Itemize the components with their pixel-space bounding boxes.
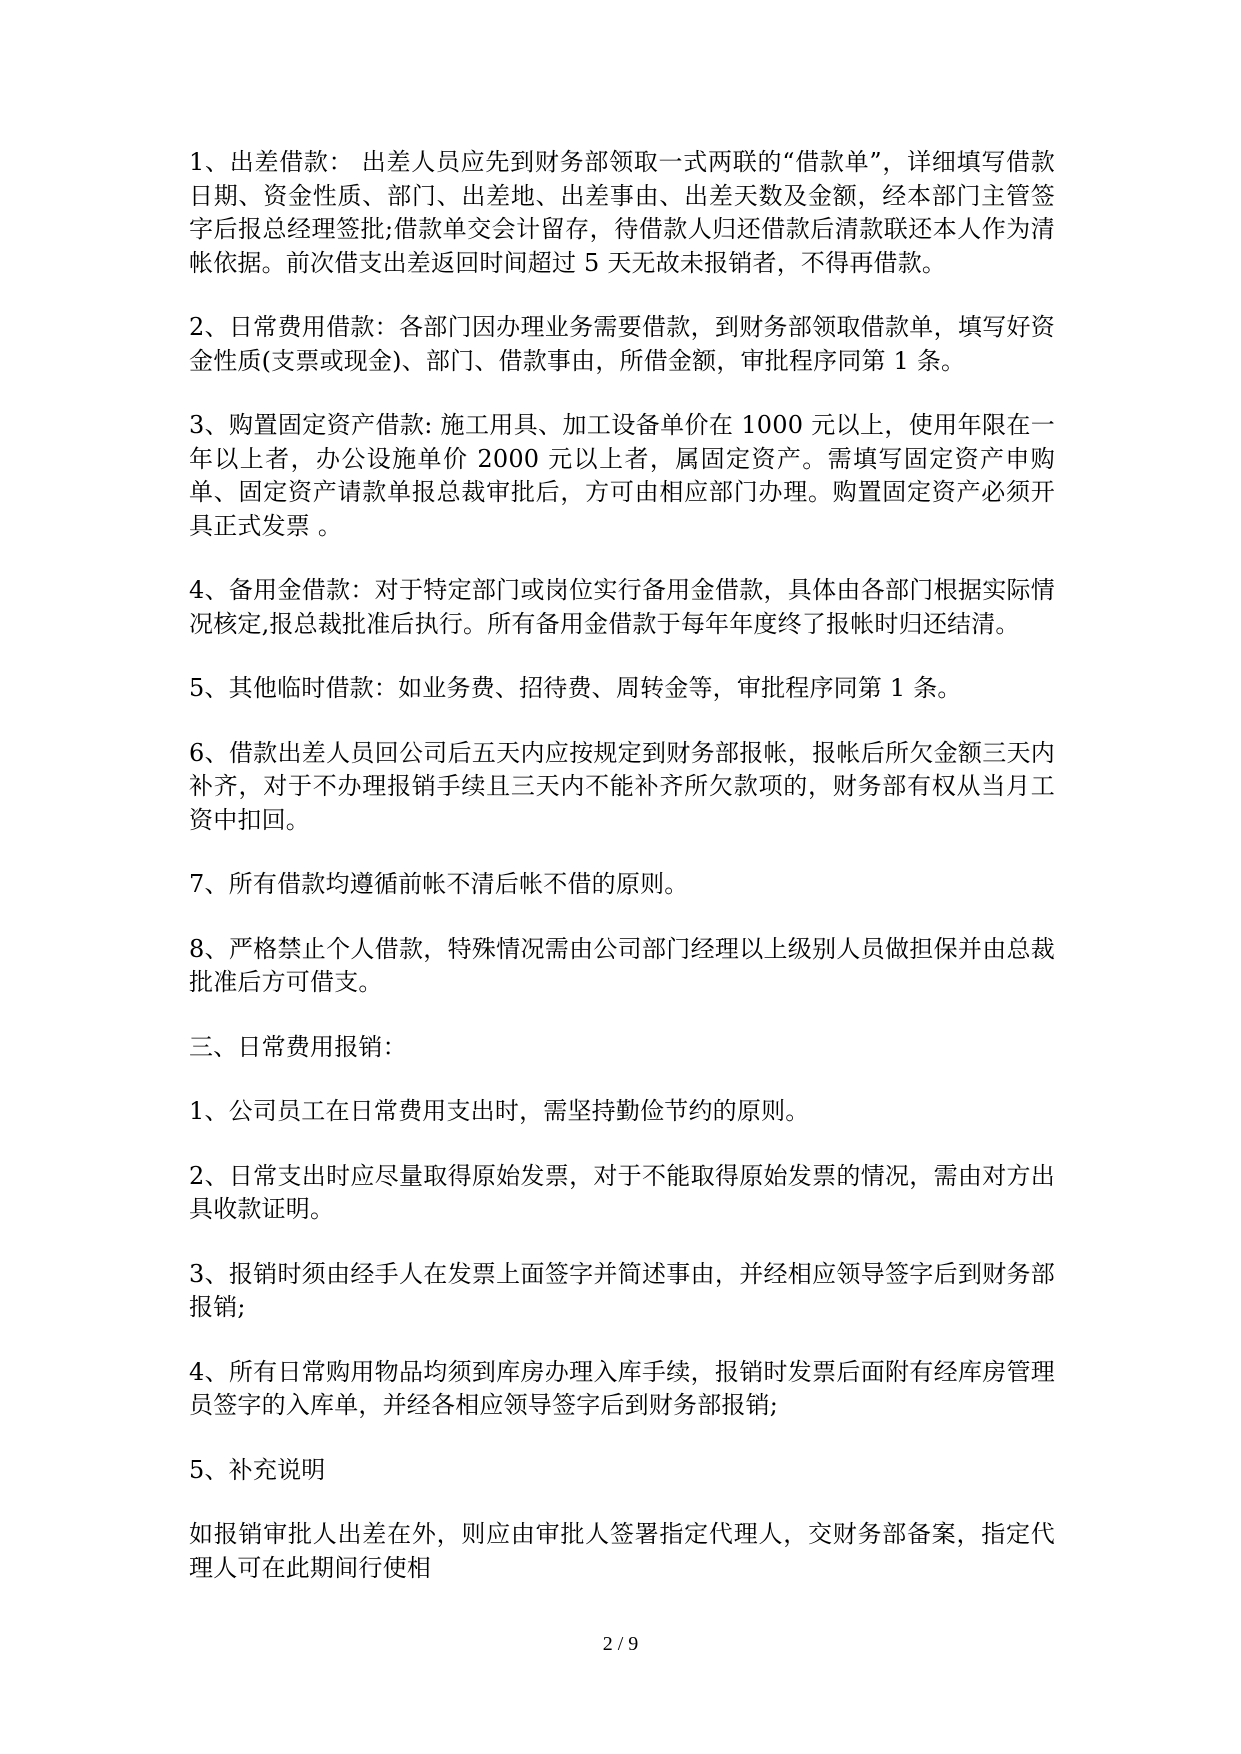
paragraph-proxy-approval: 如报销审批人出差在外，则应由审批人签署指定代理人，交财务部备案，指定代理人可在此期间行使相 bbox=[189, 1520, 1055, 1582]
paragraph-frugality: 1、公司员工在日常费用支出时，需坚持勤俭节约的原则。 bbox=[189, 1097, 810, 1125]
page-number: 2 / 9 bbox=[602, 1633, 639, 1655]
paragraph-travel-loan: 1、出差借款： 出差人员应先到财务部领取一式两联的“借款单”，详细填写借款日期、资金性质、部门、出差地、出差事由、出差天数及金额，经本部门主管签字后报总经理签批;借款单交会计留存，待借款人归还借款后清款联还本人作为清帐依据。前次借支出差返回时间超过 5 天无故未报销者，不得再借款。 bbox=[189, 148, 1055, 277]
document-body bbox=[189, 146, 1055, 1616]
paragraph-original-invoice: 2、日常支出时应尽量取得原始发票，对于不能取得原始发票的情况，需由对方出具收款证明。 bbox=[189, 1161, 1055, 1223]
paragraph-supplementary-note-heading: 5、补充说明 bbox=[189, 1455, 326, 1484]
paragraph-warehouse-receipt: 4、所有日常购用物品均须到库房办理入库手续，报销时发票后面附有经库房管理员签字的入库单，并经各相应领导签字后到财务部报销; bbox=[189, 1357, 1055, 1419]
paragraph-personal-loan-ban: 8、严格禁止个人借款，特殊情况需由公司部门经理以上级别人员做担保并由总裁批准后方可借支。 bbox=[189, 934, 1055, 996]
paragraph-loan-principle: 7、所有借款均遵循前帐不清后帐不借的原则。 bbox=[189, 870, 689, 898]
paragraph-daily-expense-loan: 2、日常费用借款：各部门因办理业务需要借款，到财务部领取借款单，填写好资金性质(支票或现金)、部门、借款事由，所借金额，审批程序同第 1 条。 bbox=[189, 313, 1055, 375]
paragraph-petty-cash-loan: 4、备用金借款：对于特定部门或岗位实行备用金借款，具体由各部门根据实际情况核定,报总裁批准后执行。所有备用金借款于每年年度终了报帐时归还结清。 bbox=[189, 576, 1055, 638]
paragraph-signature-requirement: 3、报销时须由经手人在发票上面签字并简述事由，并经相应领导签字后到财务部报销; bbox=[189, 1259, 1055, 1321]
section-heading-daily-expense-reimbursement: 三、日常费用报销： bbox=[189, 1032, 407, 1061]
paragraph-repayment-rule: 6、借款出差人员回公司后五天内应按规定到财务部报帐，报帐后所欠金额三天内补齐，对于不办理报销手续且三天内不能补齐所欠款项的，财务部有权从当月工资中扣回。 bbox=[189, 738, 1055, 834]
paragraph-temporary-loan: 5、其他临时借款：如业务费、招待费、周转金等，审批程序同第 1 条。 bbox=[189, 674, 962, 702]
paragraph-fixed-asset-loan: 3、购置固定资产借款: 施工用具、加工设备单价在 1000 元以上，使用年限在一年以上者，办公设施单价 2000 元以上者，属固定资产。需填写固定资产申购单、固定资产请款单报总裁审批后，方可由相应部门办理。购置固定资产必须开具正式发票 。 bbox=[189, 411, 1055, 540]
